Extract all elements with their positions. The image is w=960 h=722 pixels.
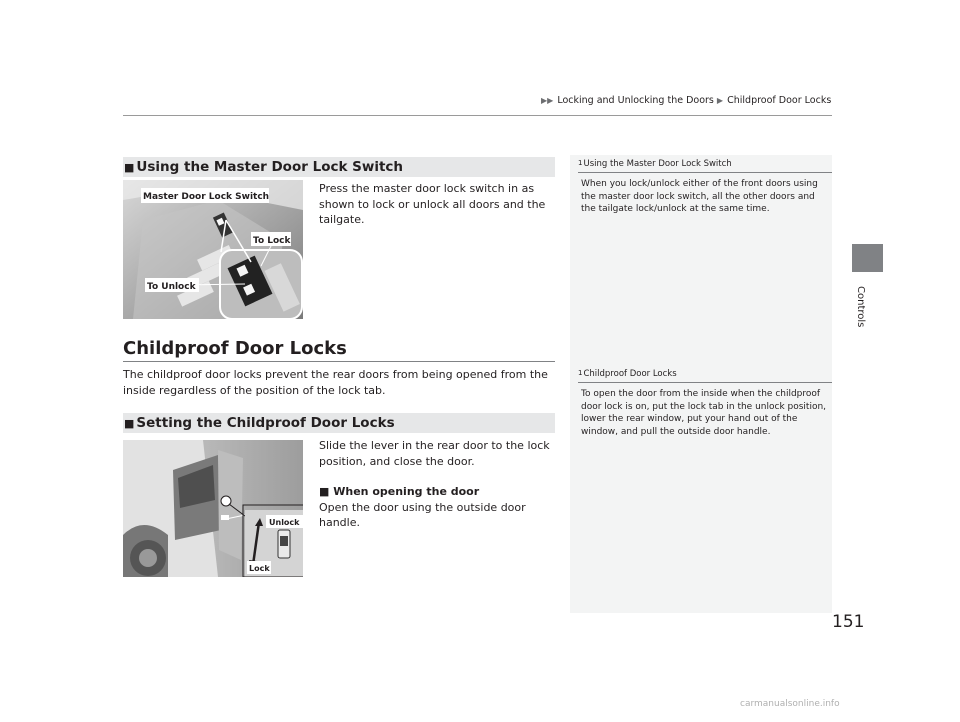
header-rule — [123, 115, 832, 116]
note-master-switch — [578, 159, 832, 216]
label-to-unlock: To Unlock — [147, 282, 196, 292]
page-number: 151 — [832, 612, 865, 632]
note-title — [578, 159, 832, 173]
section-marker-icon: ■ — [124, 417, 135, 430]
childproof-instructions: Slide the lever in the rear door to the lock position, and close the door. — [319, 439, 550, 468]
note-number: 1 — [578, 369, 583, 377]
label-to-lock: To Lock — [253, 236, 291, 246]
label-master-switch: Master Door Lock Switch — [143, 192, 270, 202]
note-title-text: Childproof Door Locks — [583, 369, 677, 379]
childproof-intro: The childproof door locks prevent the rear doors from being opened from the inside regardless of the position of the lock tab. — [123, 368, 548, 397]
breadcrumb-separator-icon: ▶ — [716, 96, 724, 105]
note-title-text: Using the Master Door Lock Switch — [583, 159, 732, 169]
note-body: When you lock/unlock either of the front doors using the master door lock switch, all the other doors and the tailgate lock/unlock at the same time. — [581, 179, 818, 214]
page-heading: Childproof Door Locks — [123, 338, 347, 359]
heading-rule — [123, 361, 555, 362]
chapter-tab — [852, 244, 883, 272]
section-title-childproof — [123, 413, 555, 433]
chapter-label: Controls — [855, 286, 866, 328]
breadcrumb-item-childproof[interactable]: Childproof Door Locks — [727, 95, 832, 106]
section-marker-icon: ■ — [124, 161, 135, 174]
section-title-text: Setting the Childproof Door Locks — [136, 415, 395, 431]
breadcrumb-arrow-icon: ▶▶ — [541, 96, 554, 105]
note-number: 1 — [578, 159, 583, 167]
subheading-opening-door — [319, 484, 555, 500]
breadcrumb — [541, 95, 831, 106]
note-childproof — [578, 369, 832, 438]
subheading-marker-icon: ■ — [319, 485, 330, 498]
note-title — [578, 369, 832, 383]
watermark-text: carmanualsonline.info — [740, 699, 840, 709]
master-switch-description: Press the master door lock switch in as shown to lock or unlock all doors and the tailgate. — [319, 182, 546, 226]
section-title-master-switch — [123, 157, 555, 177]
breadcrumb-item-locking[interactable]: Locking and Unlocking the Doors — [557, 95, 714, 106]
label-unlock: Unlock — [269, 518, 300, 527]
childproof-illustration — [123, 440, 303, 577]
section-title-text: Using the Master Door Lock Switch — [136, 159, 404, 175]
subheading-text: When opening the door — [333, 485, 480, 498]
note-body: To open the door from the inside when the childproof door lock is on, put the lock tab in the unlock position, lower the rear window, put your hand out of the window, and pull the outside door handle. — [581, 389, 827, 437]
childproof-description — [319, 438, 555, 531]
opening-door-instructions: Open the door using the outside door handle. — [319, 500, 526, 529]
label-lock: Lock — [249, 564, 270, 573]
master-switch-illustration — [123, 180, 303, 319]
